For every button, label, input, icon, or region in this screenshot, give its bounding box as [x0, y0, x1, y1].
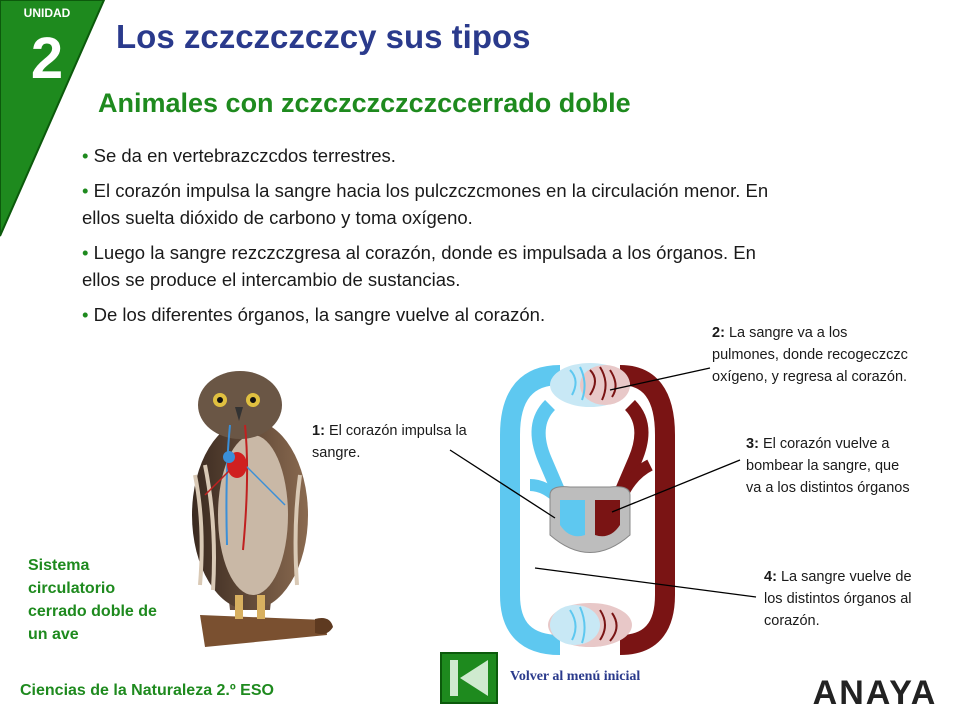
bullet-dot-icon: • [82, 145, 89, 166]
bullet-item: • El corazón impulsa la sangre hacia los pulczczcmones en la circulación menor. En ellos suelta dióxido de carbono y toma oxígeno. [82, 180, 769, 228]
bullet-dot-icon: • [82, 242, 89, 263]
diagram-label-1: 1: El corazón impulsa la sangre. [312, 423, 467, 461]
bullet-dot-icon: • [82, 180, 89, 201]
unit-number: 2 [30, 26, 64, 91]
diagram-label-3: 3: El corazón vuelve a bombear la sangre, que va a los distintos órganos [746, 436, 910, 496]
bird-caption: Sistema circulatorio cerrado doble de un ave [28, 557, 157, 643]
diagram-label-2: 2: La sangre va a los pulmones, donde recogeczczc oxígeno, y regresa al corazón. [712, 325, 908, 385]
back-to-menu-button[interactable] [440, 652, 498, 704]
svg-text:ANAYA: ANAYA [812, 674, 938, 712]
back-to-menu-link[interactable]: Volver al menú inicial [510, 669, 641, 684]
bullet-list [82, 142, 842, 336]
unit-label: UNIDAD [23, 6, 71, 20]
bullet-dot-icon: • [82, 304, 89, 325]
bullet-item: • Se da en vertebrazczcdos terrestres. [82, 145, 396, 166]
bird-circulatory-illustration [165, 365, 335, 665]
anaya-logo [800, 672, 950, 712]
page-title: Los zczczczczcy sus tipos [116, 18, 531, 55]
course-footer: Ciencias de la Naturaleza 2.º ESO [20, 682, 274, 699]
bullet-item: • De los diferentes órganos, la sangre vuelve al corazón. [82, 304, 546, 325]
diagram-label-4: 4: La sangre vuelve de los distintos órganos al corazón. [764, 569, 912, 629]
section-title: Animales con zczczczczczccerrado doble [98, 88, 631, 118]
skip-back-icon [450, 660, 458, 696]
circulation-diagram [490, 355, 690, 655]
bullet-item: • Luego la sangre rezczczgresa al corazón, donde es impulsada a los órganos. En ellos se produce el intercambio de sustancias. [82, 242, 756, 290]
